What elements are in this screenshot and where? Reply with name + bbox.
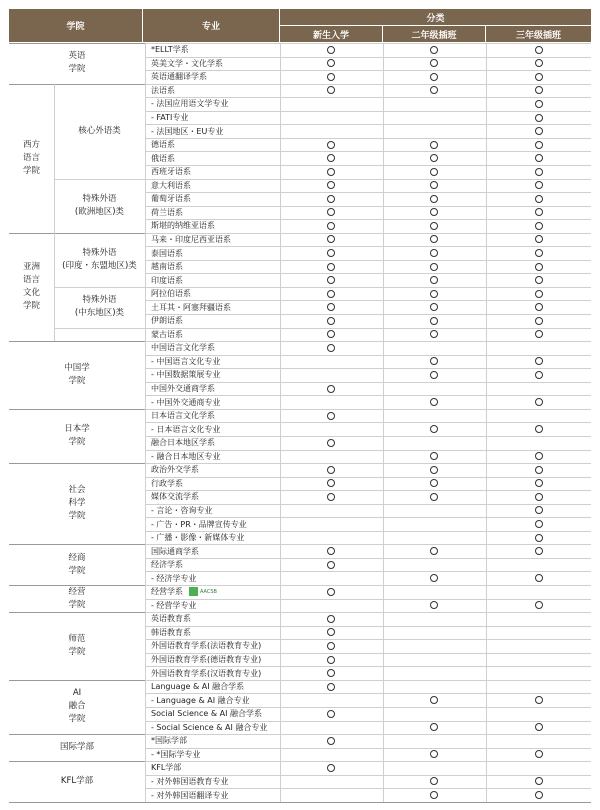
availability-mark-y2 <box>430 46 438 54</box>
availability-mark-y3 <box>535 506 543 514</box>
availability-mark-y2 <box>430 357 438 365</box>
subgroup-label <box>54 328 145 342</box>
availability-mark-f <box>327 493 335 501</box>
major-name: 越南语系 <box>151 262 183 272</box>
availability-mark-y3 <box>535 46 543 54</box>
availability-mark-f <box>327 168 335 176</box>
major-name: - 中国语言文化专业 <box>151 356 221 366</box>
availability-mark-y3 <box>535 290 543 298</box>
row-divider <box>145 585 591 586</box>
availability-mark-y2 <box>430 263 438 271</box>
major-name: 行政学系 <box>151 478 183 488</box>
row-divider <box>145 422 591 423</box>
column-divider <box>383 43 384 802</box>
availability-mark-f <box>327 208 335 216</box>
availability-mark-y2 <box>430 791 438 799</box>
availability-mark-y2 <box>430 466 438 474</box>
row-divider <box>145 788 591 789</box>
major-name: - 广播・影像・新媒体专业 <box>151 533 245 543</box>
major-name: Language & AI 融合学系 <box>151 682 245 692</box>
row-divider <box>145 165 591 166</box>
row-divider <box>145 748 591 749</box>
major-name: - 广告・PR・品牌宣传专业 <box>151 519 247 529</box>
availability-mark-f <box>327 263 335 271</box>
row-divider <box>145 151 591 152</box>
availability-mark-y3 <box>535 141 543 149</box>
availability-mark-y2 <box>430 317 438 325</box>
row-divider <box>145 599 591 600</box>
major-name: - *国际学专业 <box>151 749 201 759</box>
availability-mark-y3 <box>535 263 543 271</box>
availability-mark-y2 <box>430 73 438 81</box>
major-name: 外国语教育学系(法语教育专业) <box>151 641 262 651</box>
header-category: 分类 <box>280 9 591 25</box>
availability-mark-y3 <box>535 696 543 704</box>
major-name: 英语通翻译学系 <box>151 72 207 82</box>
college-label: 经商 学院 <box>68 552 86 576</box>
major-name: 印度语系 <box>151 275 183 285</box>
major-name: 经济学系 <box>151 560 183 570</box>
availability-mark-y3 <box>535 100 543 108</box>
availability-mark-y3 <box>535 398 543 406</box>
availability-mark-f <box>327 669 335 677</box>
availability-mark-f <box>327 181 335 189</box>
major-name: 媒体交流学系 <box>151 492 199 502</box>
availability-mark-y3 <box>535 73 543 81</box>
availability-mark-f <box>327 466 335 474</box>
availability-mark-f <box>327 737 335 745</box>
availability-mark-y3 <box>535 195 543 203</box>
availability-mark-y3 <box>535 181 543 189</box>
availability-mark-y3 <box>535 208 543 216</box>
row-divider <box>145 328 591 329</box>
availability-mark-y2 <box>430 235 438 243</box>
availability-mark-y2 <box>430 452 438 460</box>
row-divider <box>145 409 591 410</box>
subgroup-row-divider <box>54 179 145 180</box>
availability-mark-f <box>327 222 335 230</box>
group-divider <box>9 734 145 735</box>
row-divider <box>145 761 591 762</box>
major-name: 德语系 <box>151 140 175 150</box>
college-label: 亚洲 语言 文化 学院 <box>22 261 40 311</box>
group-divider <box>9 680 145 681</box>
row-divider <box>145 111 591 112</box>
availability-mark-f <box>327 479 335 487</box>
row-divider <box>145 273 591 274</box>
availability-mark-f <box>327 235 335 243</box>
major-name: 法语系 <box>151 85 175 95</box>
availability-mark-f <box>327 46 335 54</box>
row-divider <box>145 734 591 735</box>
availability-mark-f <box>327 710 335 718</box>
row-divider <box>145 314 591 315</box>
major-name: 中国语言文化学系 <box>151 343 215 353</box>
major-name: 韩语教育系 <box>151 627 191 637</box>
major-name: - 对外韩国语教育专业 <box>151 776 229 786</box>
availability-mark-y2 <box>430 371 438 379</box>
availability-mark-f <box>327 588 335 596</box>
college-label: 社会 科学 学院 <box>68 485 86 522</box>
availability-mark-f <box>327 303 335 311</box>
row-divider <box>145 693 591 694</box>
availability-mark-f <box>327 683 335 691</box>
availability-mark-y2 <box>430 276 438 284</box>
major-name: - 法国应用语文学专业 <box>151 99 229 109</box>
availability-mark-y3 <box>535 168 543 176</box>
header-major: 专业 <box>143 9 279 42</box>
row-divider <box>145 707 591 708</box>
major-name: - 法国地区・EU专业 <box>151 126 224 136</box>
major-name: - Social Science & AI 融合专业 <box>151 722 268 732</box>
major-name: - 中国外交通商专业 <box>151 397 221 407</box>
major-name: KFL学部 <box>151 763 182 773</box>
group-divider <box>9 585 145 586</box>
row-divider <box>145 395 591 396</box>
availability-mark-y2 <box>430 777 438 785</box>
availability-mark-f <box>327 656 335 664</box>
availability-mark-y3 <box>535 154 543 162</box>
college-label: 英语 学院 <box>68 51 86 75</box>
availability-mark-y2 <box>430 330 438 338</box>
row-divider <box>145 124 591 125</box>
major-name: 伊朗语系 <box>151 316 183 326</box>
row-divider <box>145 463 591 464</box>
availability-mark-y2 <box>430 493 438 501</box>
availability-mark-y3 <box>535 777 543 785</box>
availability-mark-y2 <box>430 181 438 189</box>
availability-mark-y3 <box>535 425 543 433</box>
availability-mark-y2 <box>430 141 438 149</box>
row-divider <box>145 626 591 627</box>
row-divider <box>145 192 591 193</box>
major-name: 中国外交通商学系 <box>151 384 215 394</box>
major-name: *ELLT学系 <box>151 45 189 55</box>
row-divider <box>145 721 591 722</box>
availability-mark-y3 <box>535 601 543 609</box>
row-divider <box>145 219 591 220</box>
row-divider <box>145 477 591 478</box>
availability-mark-f <box>327 412 335 420</box>
availability-mark-y3 <box>535 330 543 338</box>
availability-mark-y3 <box>535 86 543 94</box>
column-divider <box>145 43 146 802</box>
availability-mark-f <box>327 615 335 623</box>
availability-mark-y2 <box>430 303 438 311</box>
availability-mark-f <box>327 317 335 325</box>
availability-mark-y3 <box>535 235 543 243</box>
header-year2: 二年级插班 <box>383 26 485 42</box>
row-divider <box>145 639 591 640</box>
row-divider <box>145 450 591 451</box>
availability-mark-y2 <box>430 59 438 67</box>
major-name: 蒙古语系 <box>151 329 183 339</box>
major-name: 土耳其・阿塞拜疆语系 <box>151 302 231 312</box>
college-label: AI 融合 学院 <box>68 688 86 725</box>
major-name: - 对外韩国语翻译专业 <box>151 790 229 800</box>
availability-mark-y2 <box>430 723 438 731</box>
subgroup-row-divider <box>54 287 145 288</box>
availability-mark-y3 <box>535 303 543 311</box>
major-name: 政治外交学系 <box>151 465 199 475</box>
header-freshman: 新生入学 <box>280 26 382 42</box>
row-divider <box>145 206 591 207</box>
availability-mark-y3 <box>535 547 543 555</box>
row-divider <box>145 233 591 234</box>
row-divider <box>145 57 591 58</box>
row-divider <box>145 775 591 776</box>
major-name: 阿拉伯语系 <box>151 289 191 299</box>
major-name: *国际学部 <box>151 736 187 746</box>
group-divider <box>9 463 145 464</box>
major-name: - 经济学专业 <box>151 573 197 583</box>
major-name: - 融合日本地区专业 <box>151 451 221 461</box>
column-divider <box>486 43 487 802</box>
row-divider <box>145 368 591 369</box>
availability-mark-f <box>327 195 335 203</box>
row-divider <box>145 179 591 180</box>
row-divider <box>145 558 591 559</box>
major-name: 俄语系 <box>151 153 175 163</box>
availability-mark-y3 <box>535 452 543 460</box>
row-divider <box>145 43 591 44</box>
subgroup-label: 特殊外语 (欧洲地区)类 <box>74 193 125 217</box>
group-divider <box>9 544 145 545</box>
availability-mark-y3 <box>535 371 543 379</box>
college-label: 国际学部 <box>59 742 94 753</box>
row-divider <box>145 300 591 301</box>
availability-mark-f <box>327 290 335 298</box>
table-bottom-border <box>9 802 591 803</box>
availability-mark-y3 <box>535 222 543 230</box>
availability-mark-f <box>327 547 335 555</box>
availability-mark-y3 <box>535 127 543 135</box>
row-divider <box>145 544 591 545</box>
college-label: KFL学部 <box>60 775 94 786</box>
availability-mark-y2 <box>430 290 438 298</box>
availability-mark-y3 <box>535 317 543 325</box>
aacsb-label: AACSB <box>200 588 217 595</box>
availability-mark-y3 <box>535 791 543 799</box>
major-name: Social Science & AI 融合学系 <box>151 709 262 719</box>
major-name: 斯堪的纳维亚语系 <box>151 221 215 231</box>
major-name: 外国语教育学系(德语教育专业) <box>151 655 262 665</box>
availability-mark-f <box>327 249 335 257</box>
availability-mark-y2 <box>430 208 438 216</box>
availability-mark-f <box>327 59 335 67</box>
college-label: 中国学 学院 <box>64 362 90 386</box>
availability-mark-y2 <box>430 86 438 94</box>
major-name: - 日本语言文化专业 <box>151 424 221 434</box>
availability-mark-f <box>327 344 335 352</box>
row-divider <box>145 653 591 654</box>
row-divider <box>145 260 591 261</box>
availability-mark-y2 <box>430 601 438 609</box>
row-divider <box>145 97 591 98</box>
availability-mark-f <box>327 628 335 636</box>
availability-mark-y3 <box>535 574 543 582</box>
major-name: - Language & AI 融合专业 <box>151 695 250 705</box>
availability-mark-f <box>327 141 335 149</box>
availability-mark-y2 <box>430 696 438 704</box>
major-name: 泰国语系 <box>151 248 183 258</box>
availability-mark-y2 <box>430 249 438 257</box>
subgroup-row-divider <box>54 328 145 329</box>
availability-mark-y2 <box>430 398 438 406</box>
availability-mark-y3 <box>535 466 543 474</box>
college-label: 师范 学院 <box>68 633 86 657</box>
availability-mark-y2 <box>430 574 438 582</box>
major-name: 经营学系 AACSB <box>151 587 217 597</box>
group-divider <box>9 43 145 44</box>
major-name: 荷兰语系 <box>151 207 183 217</box>
major-name: 英语教育系 <box>151 614 191 624</box>
major-name: 西班牙语系 <box>151 167 191 177</box>
availability-mark-y3 <box>535 534 543 542</box>
availability-mark-y3 <box>535 723 543 731</box>
availability-mark-f <box>327 561 335 569</box>
availability-mark-f <box>327 154 335 162</box>
major-name: - 言论・咨询专业 <box>151 505 213 515</box>
availability-mark-y2 <box>430 479 438 487</box>
major-name: 葡萄牙语系 <box>151 194 191 204</box>
major-name: - FATI专业 <box>151 113 189 123</box>
subgroup-label: 核心外语类 <box>78 125 121 136</box>
availability-mark-y3 <box>535 750 543 758</box>
header-college: 学院 <box>9 9 142 42</box>
availability-mark-y3 <box>535 114 543 122</box>
availability-mark-y3 <box>535 276 543 284</box>
major-name: 日本语言文化学系 <box>151 411 215 421</box>
availability-mark-f <box>327 439 335 447</box>
row-divider <box>145 504 591 505</box>
availability-mark-y2 <box>430 750 438 758</box>
availability-mark-y3 <box>535 520 543 528</box>
major-name: 英美文学・文化学系 <box>151 58 223 68</box>
column-divider <box>280 43 281 802</box>
availability-mark-f <box>327 764 335 772</box>
row-divider <box>145 666 591 667</box>
row-divider <box>145 382 591 383</box>
major-name: 马来・印度尼西亚语系 <box>151 234 231 244</box>
aacsb-badge-icon <box>189 587 198 596</box>
row-divider <box>145 531 591 532</box>
major-name: 融合日本地区学系 <box>151 438 215 448</box>
subgroup-label: 特殊外语 (印度・东盟地区)类 <box>62 247 137 271</box>
row-divider <box>145 571 591 572</box>
row-divider <box>145 287 591 288</box>
major-name: - 中国数据策展专业 <box>151 370 221 380</box>
row-divider <box>145 84 591 85</box>
header-year3: 三年级插班 <box>486 26 591 42</box>
major-name: 国际通商学系 <box>151 546 199 556</box>
group-divider <box>9 761 145 762</box>
row-divider <box>145 612 591 613</box>
availability-mark-y3 <box>535 479 543 487</box>
availability-mark-y2 <box>430 154 438 162</box>
row-divider <box>145 680 591 681</box>
major-name: 外国语教育学系(汉语教育专业) <box>151 668 262 678</box>
major-name: 意大利语系 <box>151 180 191 190</box>
availability-mark-f <box>327 86 335 94</box>
availability-mark-f <box>327 385 335 393</box>
aacsb-logo <box>189 587 217 596</box>
availability-mark-y2 <box>430 222 438 230</box>
major-name: - 经营学专业 <box>151 600 197 610</box>
availability-mark-y3 <box>535 249 543 257</box>
availability-mark-f <box>327 276 335 284</box>
row-divider <box>145 436 591 437</box>
row-divider <box>145 517 591 518</box>
college-label: 日本学 学院 <box>64 423 90 447</box>
subgroup-label: 特殊外语 (中东地区)类 <box>74 295 125 319</box>
row-divider <box>145 70 591 71</box>
row-divider <box>145 490 591 491</box>
college-label: 西方 语言 学院 <box>22 139 40 176</box>
row-divider <box>145 355 591 356</box>
admission-table <box>9 9 591 805</box>
row-divider <box>145 246 591 247</box>
row-divider <box>145 341 591 342</box>
availability-mark-y3 <box>535 59 543 67</box>
availability-mark-y2 <box>430 195 438 203</box>
availability-mark-y2 <box>430 547 438 555</box>
group-divider <box>9 612 145 613</box>
availability-mark-f <box>327 330 335 338</box>
row-divider <box>145 138 591 139</box>
availability-mark-f <box>327 73 335 81</box>
availability-mark-y3 <box>535 357 543 365</box>
availability-mark-y2 <box>430 425 438 433</box>
availability-mark-y2 <box>430 168 438 176</box>
college-label: 经营 学院 <box>68 586 86 610</box>
group-divider <box>9 409 145 410</box>
availability-mark-f <box>327 642 335 650</box>
group-divider <box>9 341 145 342</box>
availability-mark-y3 <box>535 493 543 501</box>
